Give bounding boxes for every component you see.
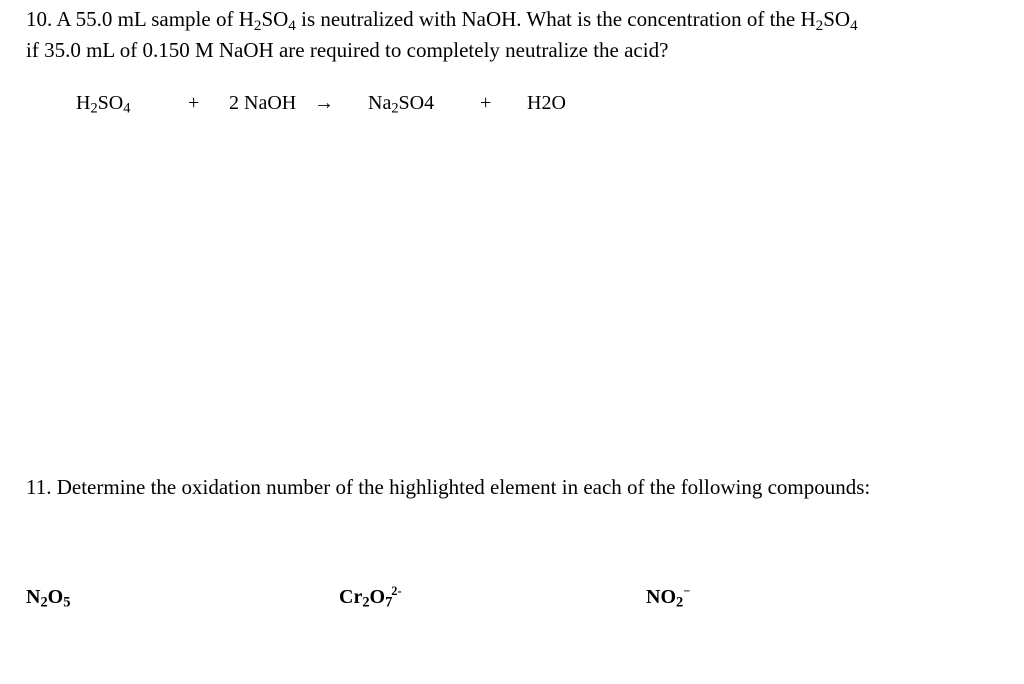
subscript: 2	[253, 17, 262, 34]
formula-part: SO	[97, 92, 124, 114]
question-11: 11. Determine the oxidation number of the highlighted element in each of the following compounds:	[26, 475, 871, 499]
compound-n2o5	[26, 582, 70, 612]
compound-cr2o7	[339, 582, 402, 612]
equation-plus-1: +	[188, 92, 200, 114]
equation-product-h2o: H2O	[527, 92, 566, 114]
question-10-line-2: if 35.0 mL of 0.150 M NaOH are required to completely neutralize the acid?	[26, 38, 669, 62]
superscript: −	[683, 583, 691, 598]
equation-reactant-h2so4	[76, 88, 130, 118]
equation-arrow: →	[314, 92, 334, 114]
compound-no2	[646, 582, 690, 612]
question-10-text-part: is neutralized with NaOH. What is the concentration of the H	[295, 7, 816, 31]
subscript: 4	[123, 100, 131, 117]
formula-part: Na	[368, 92, 392, 114]
subscript: 4	[850, 17, 858, 34]
subscript: 2	[676, 594, 684, 611]
subscript: 2	[90, 100, 98, 117]
formula-part: Cr	[339, 586, 363, 608]
subscript: 7	[385, 594, 393, 611]
formula-part: NO	[646, 586, 676, 608]
subscript: 4	[288, 17, 296, 34]
subscript: 2	[815, 17, 824, 34]
formula-part: N	[26, 586, 41, 608]
subscript: 5	[63, 594, 71, 611]
formula-part: SO4	[398, 92, 435, 114]
subscript: 2	[391, 100, 399, 117]
equation-reactant-naoh: 2 NaOH	[229, 92, 297, 114]
question-10-text-part: SO	[261, 7, 289, 31]
question-10	[26, 4, 1006, 66]
equation-plus-2: +	[480, 92, 492, 114]
question-10-text-part: SO	[823, 7, 851, 31]
formula-part: H	[76, 92, 91, 114]
subscript: 2	[362, 594, 370, 611]
formula-part: O	[47, 586, 64, 608]
subscript: 2	[40, 594, 48, 611]
equation-product-na2so4	[368, 88, 434, 118]
question-10-text-part: 10. A 55.0 mL sample of H	[26, 7, 254, 31]
superscript: 2-	[391, 583, 402, 598]
formula-part: O	[369, 586, 386, 608]
